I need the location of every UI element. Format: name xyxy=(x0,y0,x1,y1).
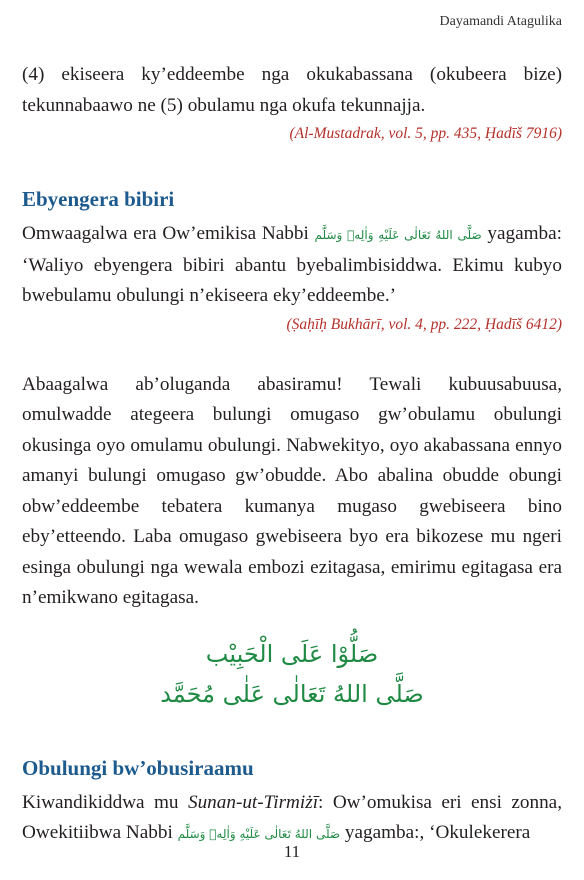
running-header: Dayamandi Atagulika xyxy=(439,14,562,29)
citation-1: (Al-Mustadrak, vol. 5, pp. 435, Ḥadīš 7916) xyxy=(289,125,562,142)
paragraph-1: (4) ekiseera ky’eddeembe nga okukabassana (okubeera bize) tekunnabaawo ne (5) obulamu nga okufa tekunnajja. xyxy=(22,64,562,116)
paragraph-4 xyxy=(22,788,562,850)
page-body xyxy=(22,60,562,850)
citation-2: (Ṣaḥīḥ Bukhārī, vol. 4, pp. 222, Ḥadīš 6412) xyxy=(286,315,562,333)
section-heading-1: Ebyengera bibiri xyxy=(22,187,175,211)
paragraph-2 xyxy=(22,219,562,312)
paragraph-2-before: Omwaagalwa era Ow’emikisa Nabbi xyxy=(22,223,309,244)
paragraph-2-after: yagamba: ‘Waliyo ebyengera bibiri abantu byebalimbisiddwa. Ekimu kubyo bwebulamu obulungi n’ekiseera eky’eddeembe.’ xyxy=(22,223,562,306)
durood-left: صَلَّى اللهُ تَعَالٰى عَلٰى مُحَمَّد xyxy=(160,679,424,708)
section-heading-2: Obulungi bw’obusiraamu xyxy=(22,755,254,780)
salutation-glyph: صَلَّى اللهُ تَعَالٰى عَلَيْهِ وَاٰلِهٖ وَسَلَّم xyxy=(177,827,341,841)
paragraph-3: Abaagalwa ab’oluganda abasiramu! Tewali kubuusabuusa, omulwadde ategeera bulungi omugaso gw’obulamu obulungi okusinga oyo omulamu obulungi. Nabwekityo, oyo akabassana ennyo amanyi bulungi omugaso gw’obudde. Abo abalina obudde obungi obw’eddeembe tebatera kumanya mugaso gwebiseera bino eby’etteendo. Laba omugaso gwebiseera byo era bikozese mu ngeri esinga obulungi nga wewala embozi ezitagasa, emirimu egitagasa era n’emikwano egitagasa. xyxy=(22,373,562,608)
durood-line xyxy=(22,634,562,714)
book-title: Sunan-ut-Tirmiżī xyxy=(187,791,319,813)
paragraph-4-after: yagamba:, ‘Okulekerera xyxy=(344,822,531,843)
page-number: 11 xyxy=(283,842,301,861)
paragraph-4-middle: : Ow’omukisa eri ensi zonna, Owekitiibwa Nabbi xyxy=(22,791,562,843)
durood-right: صَلُّوْا عَلَى الْحَبِيْب xyxy=(205,639,379,668)
paragraph-4-before: Kiwandikiddwa mu xyxy=(22,791,179,813)
salutation-glyph: صَلَّى اللهُ تَعَالٰى عَلَيْهِ وَاٰلِهٖ وَسَلَّم xyxy=(314,228,482,242)
